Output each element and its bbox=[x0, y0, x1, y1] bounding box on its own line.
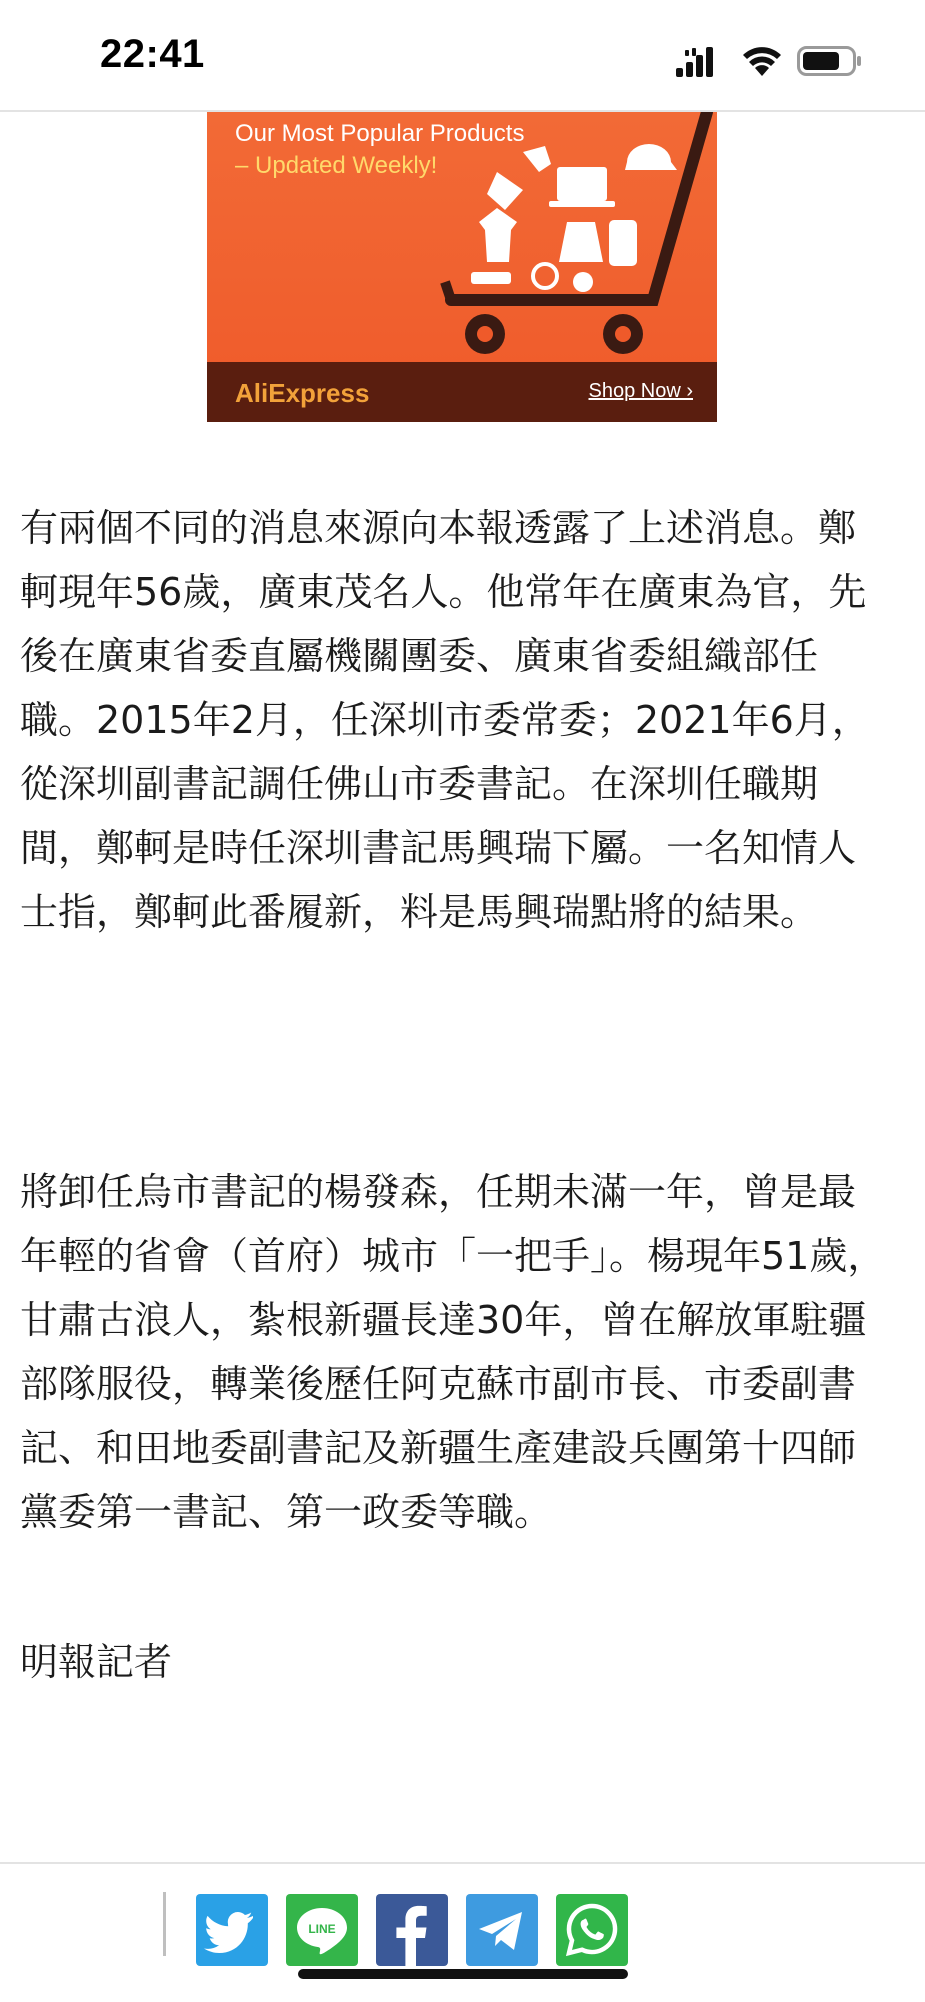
status-bar bbox=[0, 0, 925, 112]
telegram-icon bbox=[466, 1894, 538, 1966]
share-whatsapp-button[interactable] bbox=[556, 1894, 628, 1966]
share-line-button[interactable] bbox=[286, 1894, 358, 1966]
aliexpress-logo: AliExpress bbox=[235, 378, 370, 408]
whatsapp-icon bbox=[556, 1894, 628, 1966]
article-paragraph-2: 將卸任烏市書記的楊發森，任期未滿一年，曾是最年輕的省會（首府）城市「一把手」。楊現年51歲，甘肅古浪人，紮根新疆長達30年，曾在解放軍駐疆部隊服役，轉業後歷任阿克蘇市副市長、市委副書記、和田地委副書記及新疆生產建設兵團第十四師黨委第一書記、第一政委等職。 bbox=[20, 1170, 886, 1534]
ad-subline: – Updated Weekly! bbox=[235, 152, 438, 179]
share-telegram-button[interactable] bbox=[466, 1894, 538, 1966]
ad-footer bbox=[207, 362, 717, 422]
battery-icon bbox=[797, 46, 863, 76]
home-indicator bbox=[298, 1969, 628, 1979]
shop-now-link[interactable]: Shop Now › bbox=[588, 380, 693, 402]
signal-icon bbox=[676, 46, 726, 78]
share-facebook-button[interactable] bbox=[376, 1894, 448, 1966]
line-icon bbox=[286, 1894, 358, 1966]
share-divider bbox=[163, 1892, 166, 1956]
article-byline: 明報記者 bbox=[20, 1640, 173, 1684]
facebook-icon bbox=[376, 1894, 448, 1966]
shopping-cart-icon bbox=[427, 112, 717, 362]
ad-headline: Our Most Popular Products bbox=[235, 120, 525, 147]
article-paragraph-1: 有兩個不同的消息來源向本報透露了上述消息。鄭軻現年56歲，廣東茂名人。他常年在廣東為官，先後在廣東省委直屬機關團委、廣東省委組織部任職。2015年2月，任深圳市委常委；2021年6月，從深圳副書記調任佛山市委書記。在深圳任職期間，鄭軻是時任深圳書記馬興瑞下屬。一名知情人士指，鄭軻此番履新，料是馬興瑞點將的結果。 bbox=[20, 506, 870, 934]
wifi-icon bbox=[741, 44, 783, 78]
status-time: 22:41 bbox=[100, 32, 205, 76]
line-icon-label: LINE bbox=[308, 1922, 336, 1936]
twitter-icon bbox=[196, 1894, 268, 1966]
share-bar bbox=[0, 1862, 925, 2002]
share-twitter-button[interactable] bbox=[196, 1894, 268, 1966]
ad-banner[interactable] bbox=[207, 112, 717, 422]
